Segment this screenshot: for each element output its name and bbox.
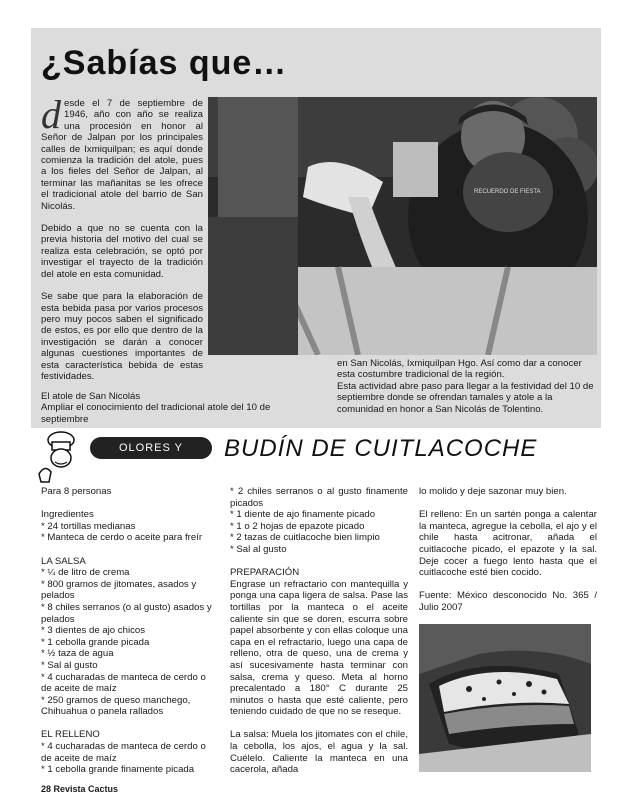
- ingredient-item: * 800 gramos de jitomates, asados y pelados: [41, 578, 197, 602]
- intro-column: [41, 92, 203, 393]
- atole-photo: [208, 97, 597, 355]
- intro-bottom-text: [41, 391, 311, 425]
- ingredient-item: * Sal al gusto: [41, 659, 98, 671]
- ingredient-item: * 3 dientes de ajo chicos: [41, 625, 145, 637]
- recipe-title: BUDÍN DE CUITLACOCHE: [224, 435, 538, 462]
- intro-paragraph-1: desde el 7 de septiembre de 1946, año con año se realiza una procesión en honor al Señor de Jalpan por los principales calles de Ixmiquilpan; es aquí donde comienza la tradición del atole, pues a los fieles del Señor de Jalpan, al terminar las mañanitas se les ofrece el tradicional atole del barrio de San Nicolás.: [41, 92, 203, 212]
- relleno-heading: EL RELLENO: [41, 729, 100, 741]
- recipe-column-2: [230, 486, 408, 776]
- salsa-instructions-cont: lo molido y deje sazonar muy bien.: [419, 486, 567, 497]
- ingredient-item: * 4 cucharadas de manteca de cerdo o de aceite de maíz: [41, 671, 206, 695]
- drop-cap: d: [41, 92, 61, 137]
- ingredient-item: * Sal al gusto: [230, 543, 287, 555]
- ingredient-item: * 1 cebolla grande picada: [41, 636, 150, 648]
- ingredient-item: * 2 chiles serranos o al gusto finamente picados: [230, 486, 408, 509]
- atole-objective: Ampliar el conocimiento del tradicional atole del 10 de septiembre: [41, 402, 271, 425]
- preparation-heading: PREPARACIÓN: [230, 567, 300, 579]
- source-citation: Fuente: México desconocido No. 365 / Julio 2007: [419, 590, 597, 613]
- budin-photo: [419, 624, 591, 772]
- ingredient-item: * 2 tazas de cuitlacoche bien limpio: [230, 532, 380, 544]
- page-footer: 28 Revista Cactus: [41, 784, 119, 794]
- salsa-heading: LA SALSA: [41, 555, 86, 567]
- ingredient-item: * 1 cebolla grande finamente picada: [41, 764, 195, 776]
- recipe-column-3: [419, 486, 597, 614]
- ingredient-item: * ¼ de litro de crema: [41, 567, 130, 579]
- preparation-text: Engrase un refractario con mantequilla y ponga una capa ligera de salsa. Pase las tortillas por la manteca o el aceite caliente sin que se doren, escurra sobre papel absorbente y con ellas coloque una capa en el refractario, luego una capa de relleno, otra de queso, una de crema y así sucesivamente hasta terminar con salsa, crema y queso. Meta al horno precalentado a 180° C durante 25 minutos o hasta que esté caliente, pero teniendo cuidado de que no se reseque.: [230, 578, 408, 718]
- intro-right-text: en San Nicolás, Ixmiquilpan Hgo. Así como dar a conocer esta costumbre tradicional de la región. Esta actividad abre paso para llegar a la festividad del 10 de septiembre donde se ofrendan tamales y atole a la comunidad en honor a San Nicolás de Tolentino.: [337, 358, 594, 415]
- ingredient-item: * ½ taza de agua: [41, 648, 114, 660]
- intro-paragraph-3: Se sabe que para la elaboración de esta bebida pasa por varios procesos pero muy pocos saben el significado de estos, es por ello que dentro de la investigación se darán a conocer algunas cuestiones importantes de esta característica bebida de estas festividades.: [41, 291, 203, 382]
- ingredient-item: * 4 cucharadas de manteca de cerdo o de aceite de maíz: [41, 741, 206, 764]
- page-title: ¿Sabías que…: [41, 44, 288, 82]
- ingredient-item: * 250 gramos de queso manchego, Chihuahua o panela rallados: [41, 694, 191, 718]
- relleno-instructions: El relleno: En un sartén ponga a calentar la manteca, agregue la cebolla, el ajo y el chile hasta acitronar, añada el cuitlacoche picado, el epazote y la sal. Deje cocer a fuego lento hasta que el cuitlacoche esté bien cocido.: [419, 509, 597, 579]
- recipe-column-1: [41, 486, 219, 776]
- apron-text: RECUERDO DE FIESTA: [474, 189, 541, 195]
- ingredients-heading: Ingredientes: [41, 509, 94, 521]
- intro-paragraph-2: Debido a que no se cuenta con la previa historia del motivo del cual se realiza esta celebración, se optó por investigar el trayecto de la tradición del atole en esta comunidad.: [41, 223, 203, 280]
- ingredient-item: * 8 chiles serranos (o al gusto) asados y pelados: [41, 601, 212, 625]
- atole-subtitle: El atole de San Nicolás: [41, 391, 141, 402]
- ingredient-item: * Manteca de cerdo o aceite para freír: [41, 532, 203, 544]
- chef-icon: [37, 430, 83, 484]
- salsa-instructions: La salsa: Muela los jitomates con el chile, la cebolla, los ajos, el agua y la sal. Cuélelo. Caliente la manteca en una cacerola, añada: [230, 729, 408, 776]
- servings: Para 8 personas: [41, 486, 112, 497]
- ingredient-item: * 24 tortillas medianas: [41, 520, 136, 532]
- section-badge: OLORES Y SABORES: [90, 437, 212, 459]
- ingredient-item: * 1 o 2 hojas de epazote picado: [230, 520, 365, 532]
- ingredient-item: * 1 diente de ajo finamente picado: [230, 509, 376, 521]
